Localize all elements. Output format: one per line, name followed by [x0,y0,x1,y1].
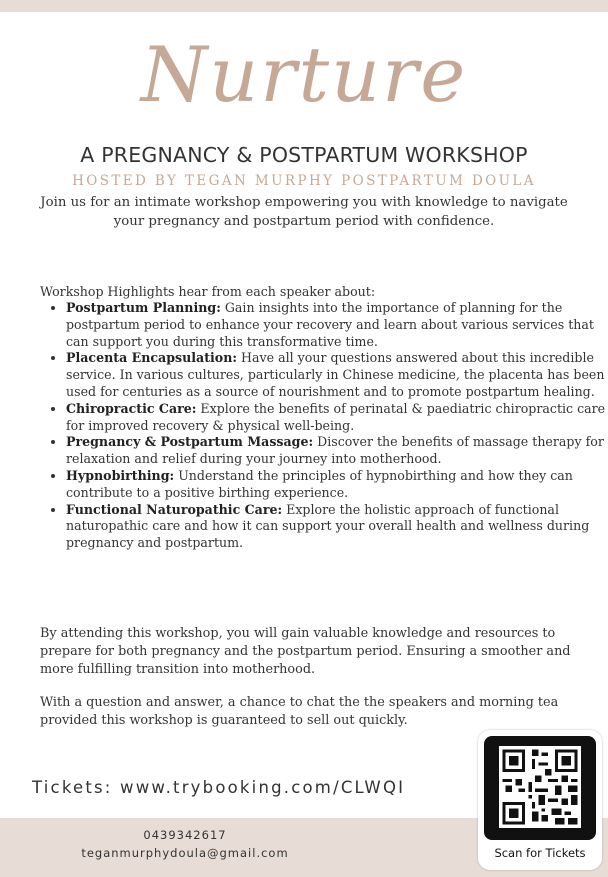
contact-email[interactable]: teganmurphydoula@gmail.com [81,846,289,860]
highlight-text: Explore the benefits of perinatal & paediatric chiropractic care for improved recovery & physical well-being. [66,400,606,433]
highlights-list [48,300,606,552]
qr-code-icon [499,746,581,828]
highlight-text: Gain insights into the importance of planning for the postpartum period to enhance your recovery and learn about various services that can support you during this transformative time. [66,300,594,349]
highlight-item [66,300,606,350]
highlight-title: Chiropractic Care: [66,400,197,416]
tickets-link[interactable]: Tickets: www.trybooking.com/CLWQI [32,778,406,797]
scan-label: Scan for Tickets [494,846,586,860]
highlight-item [66,468,606,502]
highlight-text: Understand the principles of hypnobirthing and how they can contribute to a positive birthing experience. [66,467,573,500]
highlight-item [66,401,606,435]
qr-card[interactable] [478,730,602,870]
highlight-item [66,502,606,552]
highlight-item [66,350,606,400]
intro-text: Join us for an intimate workshop empowering you with knowledge to navigate your pregnancy and postpartum period with confidence. [40,195,568,229]
highlight-item [66,434,606,468]
top-band [0,0,608,12]
highlight-text: Explore the holistic approach of functional naturopathic care and how it can support your overall health and wellness during pregnancy and postpartum. [66,501,590,551]
highlight-text: Discover the benefits of massage therapy for relaxation and relief during your journey into motherhood. [66,434,604,467]
qa-paragraph: With a question and answer, a chance to chat the the speakers and morning tea provided this workshop is guaranteed to sell out quickly. [40,695,559,728]
highlight-text: Have all your questions answered about this incredible service. In various cultures, particularly in Chinese medicine, the placenta has been used for centuries as a source of nourishment and to promote postpartum healing. [66,350,605,399]
highlight-title: Placenta Encapsulation: [66,350,237,366]
contact-phone[interactable]: 0439342617 [143,828,227,842]
benefits-paragraph: By attending this workshop, you will gain valuable knowledge and resources to prepare for both pregnancy and the postpartum period. Ensuring a smoother and more fulfilling transition into motherhood. [40,626,571,677]
highlight-title: Postpartum Planning: [66,300,221,315]
workshop-title: A PREGNANCY & POSTPARTUM WORKSHOP [80,143,528,167]
brand-script-title: Nurture [140,30,468,119]
highlight-title: Functional Naturopathic Care: [66,501,283,517]
highlights-heading: Workshop Highlights hear from each speaker about: [40,284,376,299]
qr-frame [484,736,596,840]
highlight-title: Hypnobirthing: [66,467,175,483]
host-subtitle: HOSTED BY TEGAN MURPHY POSTPARTUM DOULA [72,173,536,189]
highlight-title: Pregnancy & Postpartum Massage: [66,434,314,450]
